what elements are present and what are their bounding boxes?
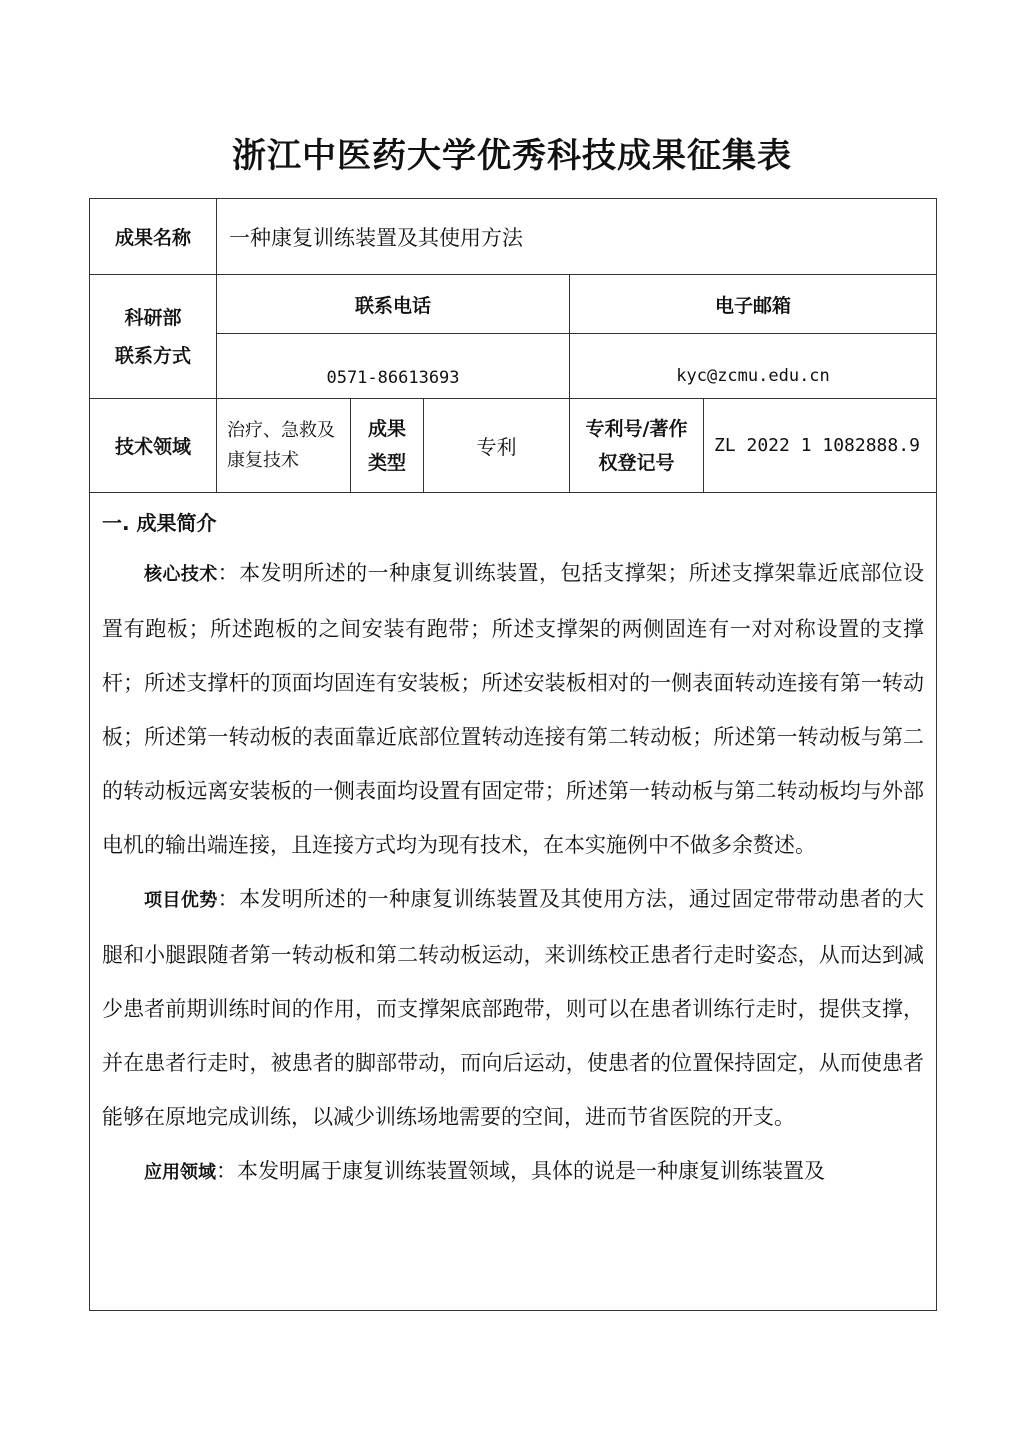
achievement-name-value: 一种康复训练装置及其使用方法 bbox=[217, 199, 937, 275]
tech-field-line2: 康复技术 bbox=[227, 449, 299, 471]
intro-content bbox=[102, 507, 924, 1310]
type-value: 专利 bbox=[424, 399, 570, 493]
page-title: 浙江中医药大学优秀科技成果征集表 bbox=[232, 136, 792, 176]
row-contact-headers bbox=[90, 275, 937, 334]
contact-label-line2: 联系方式 bbox=[114, 344, 191, 367]
type-label-line2: 类型 bbox=[367, 451, 406, 474]
application-paragraph bbox=[102, 1144, 924, 1200]
patent-label bbox=[570, 399, 704, 493]
patent-label-line1: 专利号/著作 bbox=[585, 417, 688, 440]
core-tech-paragraph bbox=[102, 546, 924, 872]
tech-field-line1: 治疗、急救及 bbox=[227, 419, 335, 441]
type-label-line1: 成果 bbox=[367, 417, 406, 440]
phone-header: 联系电话 bbox=[217, 275, 570, 334]
application-text: ：本发明属于康复训练装置领域，具体的说是一种康复训练装置及 bbox=[216, 1159, 825, 1183]
intro-heading: 一. 成果简介 bbox=[102, 511, 217, 535]
contact-label-line1: 科研部 bbox=[124, 306, 182, 329]
patent-value: ZL 2022 1 1082888.9 bbox=[704, 399, 937, 493]
advantage-label: 项目优势 bbox=[144, 890, 218, 911]
row-intro bbox=[90, 493, 937, 1311]
achievement-name-label: 成果名称 bbox=[90, 199, 217, 275]
tech-field-value bbox=[217, 399, 351, 493]
achievement-form-table bbox=[89, 198, 937, 1311]
email-value: kyc@zcmu.edu.cn bbox=[570, 334, 937, 399]
row-tech bbox=[90, 399, 937, 493]
tech-field-label: 技术领域 bbox=[90, 399, 217, 493]
core-tech-label: 核心技术 bbox=[144, 564, 218, 585]
type-label bbox=[351, 399, 424, 493]
phone-value: 0571-86613693 bbox=[217, 334, 570, 399]
email-header: 电子邮箱 bbox=[570, 275, 937, 334]
patent-label-line2: 权登记号 bbox=[598, 451, 675, 474]
core-tech-text: ：本发明所述的一种康复训练装置，包括支撑架；所述支撑架靠近底部位设置有跑板；所述跑板的之间安装有跑带；所述支撑架的两侧固连有一对对称设置的支撑杆；所述支撑杆的顶面均固连有安装板；所述安装板相对的一侧表面转动连接有第一转动板；所述第一转动板的表面靠近底部位置转动连接有第二转动板；所述第一转动板与第二的转动板远离安装板的一侧表面均设置有固定带；所述第一转动板与第二转动板均与外部电机的输出端连接，且连接方式均为现有技术，在本实施例中不做多余赘述。 bbox=[102, 561, 925, 857]
row-contact-values bbox=[90, 334, 937, 399]
advantage-paragraph bbox=[102, 872, 924, 1144]
contact-label bbox=[90, 275, 217, 399]
advantage-text: ：本发明所述的一种康复训练装置及其使用方法，通过固定带带动患者的大腿和小腿跟随者第一转动板和第二转动板运动，来训练校正患者行走时姿态，从而达到减少患者前期训练时间的作用，而支撑架底部跑带，则可以在患者训练行走时，提供支撑，并在患者行走时，被患者的脚部带动，而向后运动，使患者的位置保持固定，从而使患者能够在原地完成训练，以减少训练场地需要的空间，进而节省医院的开支。 bbox=[102, 887, 925, 1129]
application-label: 应用领域 bbox=[144, 1162, 216, 1183]
row-achievement-name bbox=[90, 199, 937, 275]
intro-cell bbox=[90, 493, 937, 1311]
